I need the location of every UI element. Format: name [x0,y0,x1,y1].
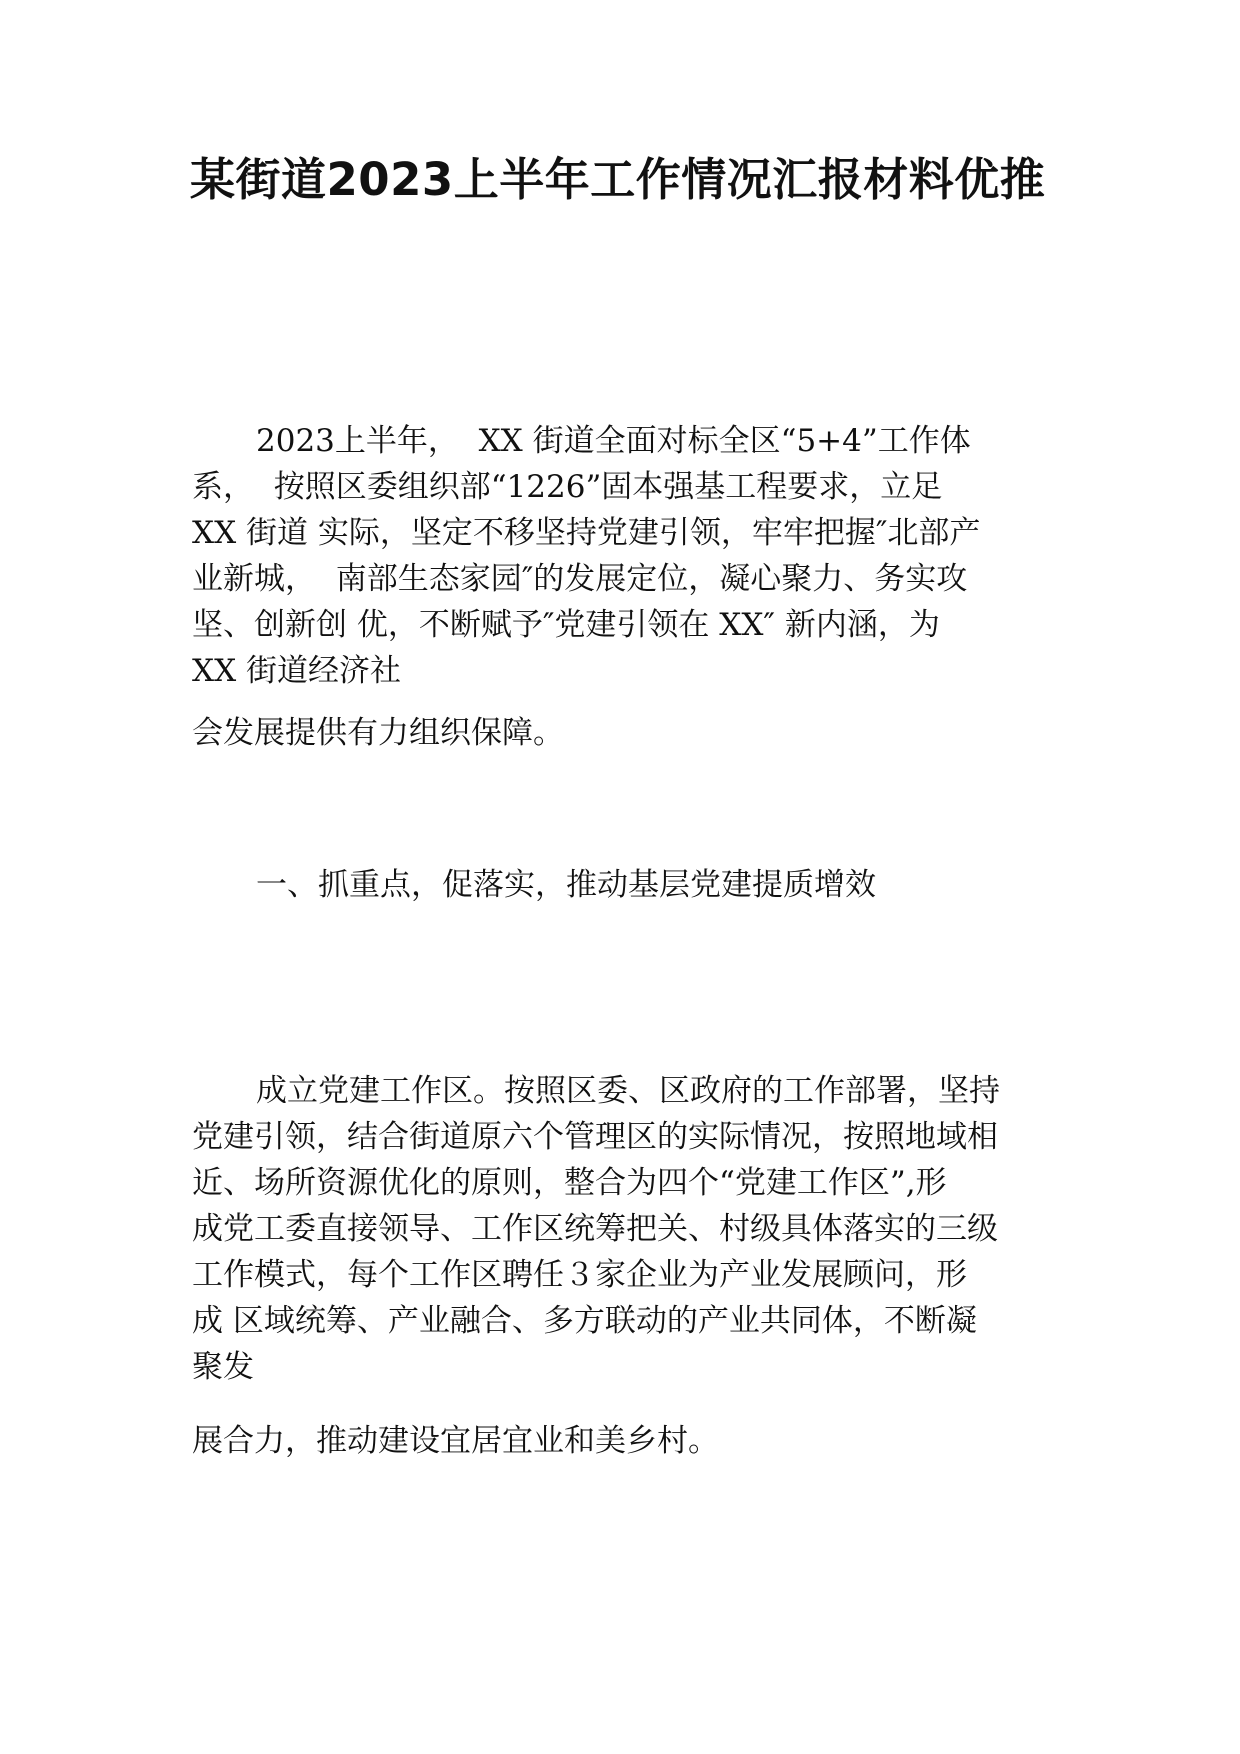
text-line: 近、场所资源优化的原则，整合为四个“党建工作区”,形 [192,1165,947,1201]
text-line: 党建引领，结合街道原六个管理区的实际情况，按照地域相 [192,1119,998,1155]
text-line: 成立党建工作区。按照区委、区政府的工作部署，坚持 [256,1073,1000,1109]
text-line: 展合力，推动建设宜居宜业和美乡村。 [192,1423,719,1459]
text-line: XX 街道 实际，坚定不移坚持党建引领，牢牢把握″北部产 [192,515,981,551]
document-title: 某街道2023上半年工作情况汇报材料优推 [190,153,1046,206]
text-line: 成党工委直接领导、工作区统筹把关、村级具体落实的三级 [192,1211,998,1247]
text-line: 会发展提供有力组织保障。 [192,715,564,751]
text-line: 系， 按照区委组织部“1226”固本强基工程要求，立足 [192,469,943,505]
text-line: 工作模式，每个工作区聘任３家企业为产业发展顾问，形 [192,1257,967,1293]
text-line: 成 区域统筹、产业融合、多方联动的产业共同体，不断凝 [192,1303,977,1339]
section-heading: 一、抓重点，促落实，推动基层党建提质增效 [256,867,876,903]
text-line: XX 街道经济社 [192,653,401,689]
text-line: 业新城， 南部生态家园″的发展定位，凝心聚力、务实攻 [192,561,968,597]
text-line: 聚发 [192,1349,254,1385]
text-line: 2023上半年， XX 街道全面对标全区“5+4”工作体 [256,423,971,459]
text-line: 坚、创新创 优，不断赋予″党建引领在 XX″ 新内涵，为 [192,607,940,643]
